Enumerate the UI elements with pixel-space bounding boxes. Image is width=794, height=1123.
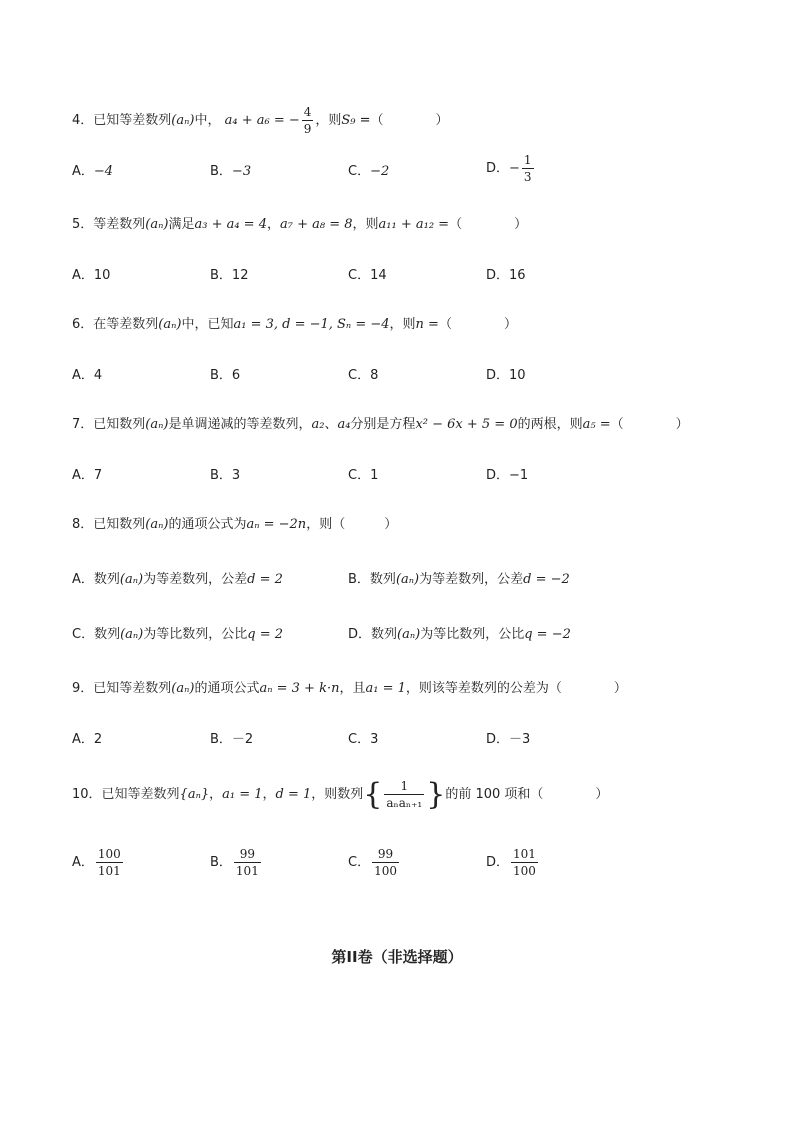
option-value: −2 [370,164,390,179]
frac-num: 99 [234,846,261,863]
option-seq: (aₙ) [120,627,144,642]
option-value: －2 [231,732,254,747]
option-text: 为等差数列，公差 [419,572,524,587]
option-value: 16 [509,268,526,283]
frac-den: 101 [97,864,121,878]
option-label: A． [72,468,94,483]
q6-expr2: n = [415,317,439,332]
option-label: C． [348,855,371,870]
q6-stem-b: 中，已知 [181,317,234,332]
option-value: 6 [231,368,241,383]
q10-option-c [348,846,401,879]
frac-den: 100 [374,864,397,878]
q8-expr: aₙ = −2n [246,517,307,532]
q4-frac-den: 9 [303,122,312,136]
q10-stem-d: ，则数列 [311,787,364,802]
q10-option-a [72,846,125,879]
q6-option-b [210,366,240,386]
q5-seq: (aₙ) [145,217,169,232]
option-value: 14 [370,268,387,283]
q9-option-c [348,730,378,750]
option-label: C． [348,368,371,383]
q9-stem-a: 9．已知等差数列 [72,681,172,696]
q5-stem-b: 满足 [168,217,195,232]
option-value: −4 [93,164,114,179]
frac-den: aₙaₙ₊₁ [386,796,423,810]
left-brace: { [363,776,383,812]
frac-num: 101 [513,847,536,861]
option-value: 3 [370,732,379,747]
q4-expr2: S₉ [341,113,356,128]
option-label: B． [210,268,232,283]
option-value: 3 [231,468,241,483]
q5-option-d [486,266,526,286]
q6-option-d [486,366,526,386]
option-label: A． [72,368,94,383]
q10-stem-a: 10．已知等差数列 [72,787,180,802]
option-label: A． [72,164,94,179]
q5-expr3: a₁₁ + a₁₂ = [378,217,450,232]
option-seq: (aₙ) [119,572,144,587]
option-seq: (aₙ) [397,627,421,642]
frac-num: 99 [372,846,399,863]
question-5 [72,215,527,235]
option-label: D． [486,268,510,283]
q5-option-a [72,266,110,286]
q7-seq: (aₙ) [145,417,169,432]
option-label: D． [486,468,510,483]
right-brace: } [426,776,446,812]
q10-stem-c: ， [262,787,276,802]
option-label: D． [486,161,510,176]
q9-expr2: a₁ = 1 [365,681,406,696]
frac-num: 1 [523,153,532,167]
option-label: A． [72,268,94,283]
question-6 [72,315,517,335]
option-fraction [234,846,261,879]
q5-stem-d: ，则 [352,217,379,232]
frac-den: 100 [513,864,536,878]
option-value: −3 [231,164,252,179]
frac-num: 1 [384,778,424,795]
q7-stem-f: （ ） [610,417,689,432]
q5-stem-c: ， [266,217,280,232]
q6-option-a [72,366,102,386]
q7-option-b [210,466,240,486]
q9-stem-d: ，则该等差数列的公差为（ ） [405,681,627,696]
q6-stem-a: 6．在等差数列 [72,317,159,332]
option-label: D． [486,732,510,747]
q10-stem-e: 的前 100 项和（ ） [445,787,609,802]
q4-option-d [486,152,536,185]
q10-expr: a₁ = 1 [222,787,263,802]
option-expr: q = −2 [524,627,571,642]
q8-option-c [72,625,283,645]
option-value: 2 [93,732,103,747]
option-label: D． [486,368,510,383]
q4-d-fraction [522,152,534,185]
question-7 [72,415,689,435]
q10-seq: {aₙ} [179,787,210,802]
option-value: 10 [93,268,111,283]
option-value: − [509,161,520,176]
q5-stem-a: 5．等差数列 [72,217,146,232]
q4-stem-c: ，则 [315,113,342,128]
q9-option-a [72,730,102,750]
option-text: 数列 [369,572,396,587]
option-label: B． [210,855,232,870]
q4-option-c [348,162,389,182]
option-label: A． [72,855,94,870]
option-value: 10 [509,368,526,383]
q7-stem-b: 是单调递减的等差数列， [168,417,312,432]
q5-option-c [348,266,387,286]
q5-option-b [210,266,248,286]
option-label: B． [348,572,370,587]
option-value: 12 [231,268,249,283]
option-label: A． [72,732,94,747]
option-expr: d = −2 [523,572,570,587]
option-label: C． [348,732,371,747]
q7-stem-e: 的两根，则 [517,417,583,432]
q8-stem-a: 8．已知数列 [72,517,146,532]
q7-option-a [72,466,102,486]
option-label: B． [210,164,232,179]
option-seq: (aₙ) [395,572,420,587]
frac-num: 100 [97,847,121,861]
option-value: 8 [370,368,379,383]
option-label: B． [210,368,232,383]
option-text: 数列 [93,572,120,587]
option-label: D． [486,855,510,870]
q9-option-b [210,730,253,750]
option-label: B． [210,468,232,483]
q9-stem-c: ，且 [339,681,366,696]
q9-stem-b: 的通项公式 [194,681,260,696]
question-9 [72,679,627,699]
q5-expr: a₃ + a₄ = 4 [194,217,267,232]
q10-stem-b: ， [209,787,223,802]
option-value: 7 [93,468,103,483]
q9-option-d [486,730,530,750]
option-label: A． [72,572,94,587]
question-10 [72,778,608,811]
q7-expr3: x² − 6x + 5 = 0 [415,417,518,432]
q10-option-b [210,846,263,879]
option-text: 为等差数列，公差 [143,572,248,587]
question-4 [72,104,449,137]
q8-stem-b: 的通项公式为 [168,517,247,532]
option-value: －3 [509,732,531,747]
section-title: 第II卷（非选择题） [331,948,463,966]
option-label: C． [348,268,371,283]
option-label: C． [72,627,95,642]
q4-option-a [72,162,113,182]
option-fraction [96,846,123,879]
q6-option-c [348,366,378,386]
q7-stem-c: 、 [324,417,338,432]
option-text: 为等比数列，公比 [420,627,525,642]
q5-stem-e: （ ） [449,217,528,232]
q4-stem-d: =（ ） [355,113,449,128]
q7-expr2: a₄ [337,417,351,432]
q4-stem-b: 中， [194,113,221,128]
q4-expr: a₄ + a₆ = − [224,113,300,128]
q10-expr2: d = 1 [275,787,312,802]
q7-option-c [348,466,378,486]
q6-expr: a₁ = 3, d = −1, Sₙ = −4 [233,317,390,332]
option-expr: d = 2 [247,572,283,587]
q8-stem-c: ，则（ ） [306,517,398,532]
q6-stem-c: ，则 [389,317,416,332]
option-value: −1 [509,468,529,483]
q8-seq: (aₙ) [145,517,169,532]
option-text: 数列 [94,627,121,642]
q4-stem-a: 4．已知等差数列 [72,113,172,128]
option-fraction [372,846,399,879]
q10-option-d [486,846,540,879]
option-label: C． [348,468,371,483]
q10-fraction [384,778,424,811]
option-value: 4 [93,368,103,383]
q7-option-d [486,466,528,486]
q9-expr: aₙ = 3 + k·n [259,681,340,696]
option-label: C． [348,164,371,179]
q7-expr: a₂ [311,417,325,432]
option-fraction [511,846,538,879]
option-value: 1 [370,468,379,483]
option-text: 数列 [371,627,398,642]
q4-fraction [302,104,314,137]
option-expr: q = 2 [247,627,284,642]
option-label: D． [348,627,372,642]
option-text: 为等比数列，公比 [143,627,248,642]
q6-stem-d: （ ） [438,317,517,332]
frac-den: 101 [235,864,259,878]
q6-seq: (aₙ) [158,317,182,332]
q9-seq: (aₙ) [171,681,195,696]
q5-expr2: a₇ + a₈ = 8 [280,217,353,232]
q7-stem-a: 7．已知数列 [72,417,146,432]
q8-option-a [72,570,283,590]
q4-option-b [210,162,251,182]
frac-den: 3 [523,170,532,184]
question-8 [72,515,397,535]
q8-option-b [348,570,570,590]
q7-stem-d: 分别是方程 [350,417,416,432]
option-label: B． [210,732,232,747]
q8-option-d [348,625,571,645]
q4-seq: (aₙ) [171,113,195,128]
q4-frac-num: 4 [303,105,312,119]
q7-expr4: a₅ = [582,417,611,432]
